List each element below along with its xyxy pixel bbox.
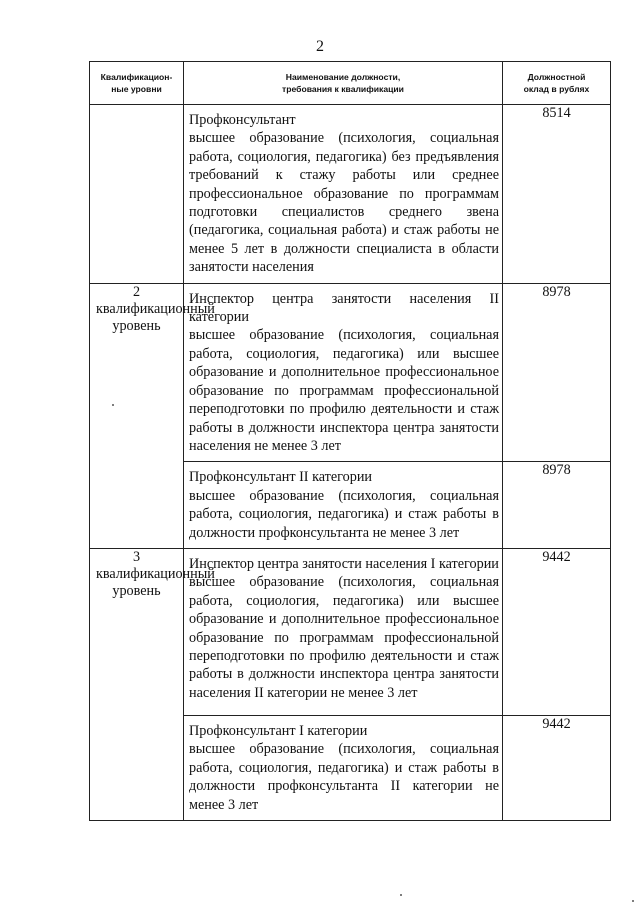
position-cell (184, 462, 503, 549)
position-cell (184, 283, 503, 462)
position-requirements: высшее образование (психология, социальная работа, социология, педагогика) или высшее образование и дополнительное профессиональное образование по программам профессиональной переподготовки по профилю деятельности и стаж работы в должности инспектора центра занятости населения не менее 3 лет (189, 327, 499, 454)
level-cell: 2 квалификационный уровень (90, 283, 184, 548)
salary-cell: 9442 (503, 548, 611, 715)
salary-cell: 8978 (503, 283, 611, 462)
position-requirements: высшее образование (психология, социальная работа, социология, педагогика) и стаж работы в должности профконсультанта II категории не менее 3 лет (189, 741, 499, 813)
position-title: Инспектор центра занятости населения I категории (189, 555, 499, 572)
position-cell (184, 715, 503, 820)
scan-speck (400, 894, 402, 896)
scan-speck (632, 900, 634, 902)
position-title: Профконсультант I категории (189, 722, 368, 739)
position-title: Инспектор центра занятости населения II категории (189, 290, 499, 326)
header-level: Квалификацион- ные уровни (90, 62, 184, 105)
level-cell: 3 квалификационный уровень (90, 548, 184, 820)
table-row (90, 105, 611, 284)
header-salary: Должностной оклад в рублях (503, 62, 611, 105)
scan-speck (112, 404, 114, 406)
qualification-table (89, 61, 611, 821)
table-row (90, 548, 611, 715)
salary-cell: 9442 (503, 715, 611, 820)
position-title: Профконсультант (189, 112, 296, 128)
table-row (90, 283, 611, 462)
level-cell (90, 105, 184, 284)
table-header-row (90, 62, 611, 105)
position-cell (184, 105, 503, 284)
position-requirements: высшее образование (психология, социальная работа, социология, педагогика) без предъявления требований к стажу работы или среднее профессиональное образование по программам подготовки специалистов среднего звена (педагогика, социальная работа) и стаж работы не менее 5 лет в должности специалиста в области занятости населения (189, 130, 499, 276)
position-requirements: высшее образование (психология, социальная работа, социология, педагогика) и стаж работы в должности профконсультанта не менее 3 лет (189, 487, 499, 541)
page-number: 2 (316, 38, 324, 55)
salary-cell: 8978 (503, 462, 611, 549)
position-title: Профконсультант II категории (189, 469, 373, 486)
position-cell (184, 548, 503, 715)
header-position: Наименование должности, требования к квалификации (184, 62, 503, 105)
position-requirements: высшее образование (психология, социальная работа, социология, педагогика) или высшее образование и дополнительное профессиональное образование по программам профессиональной переподготовки по профилю деятельности и стаж работы в должности инспектора центра занятости населения II категории не менее 3 лет (189, 574, 499, 701)
salary-cell: 8514 (503, 105, 611, 284)
